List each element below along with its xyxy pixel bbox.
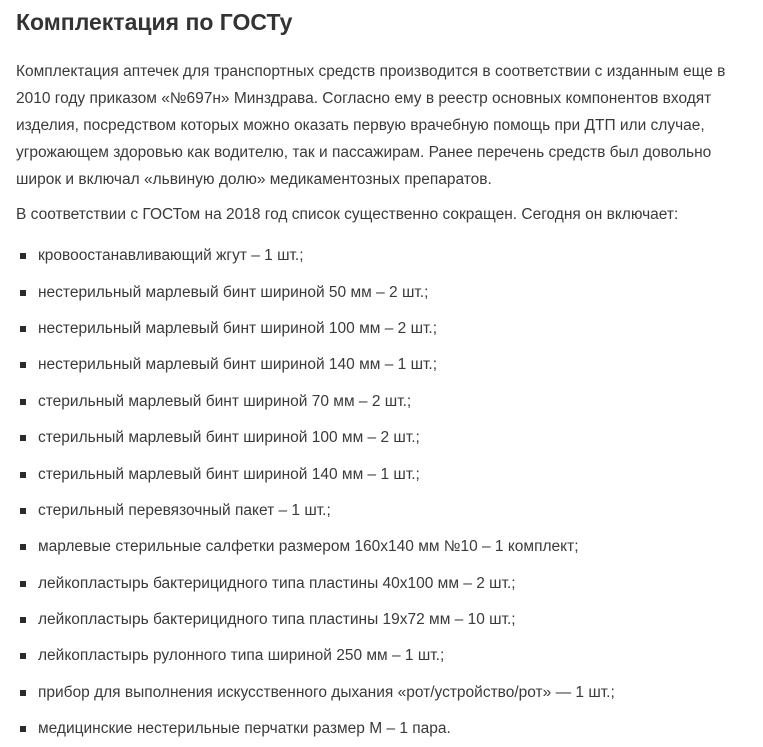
- list-item-text: лейкопластырь бактерицидного типа пластины 40х100 мм – 2 шт.;: [38, 574, 516, 592]
- list-item-text: лейкопластырь рулонного типа шириной 250 мм – 1 шт.;: [38, 647, 445, 665]
- square-bullet-icon: [20, 472, 26, 478]
- square-bullet-icon: [20, 290, 26, 296]
- list-item: [16, 238, 747, 274]
- list-item-text: лейкопластырь бактерицидного типа пластины 19х72 мм – 10 шт.;: [38, 611, 516, 629]
- square-bullet-icon: [20, 617, 26, 623]
- list-item-text: стерильный марлевый бинт шириной 70 мм – 2 шт.;: [38, 392, 412, 410]
- list-item: [16, 711, 747, 747]
- list-item-text: нестерильный марлевый бинт шириной 100 мм – 2 шт.;: [38, 319, 437, 337]
- list-item-text: марлевые стерильные салфетки размером 160х140 мм №10 – 1 комплект;: [38, 538, 579, 556]
- list-item: [16, 274, 747, 310]
- list-item: [16, 638, 747, 674]
- list-item: [16, 493, 747, 529]
- list-item-text: стерильный марлевый бинт шириной 100 мм – 2 шт.;: [38, 429, 420, 447]
- square-bullet-icon: [20, 508, 26, 514]
- square-bullet-icon: [20, 362, 26, 368]
- list-item: [16, 347, 747, 383]
- section-heading: Комплектация по ГОСТу: [16, 9, 293, 35]
- kit-items-list: [16, 238, 747, 747]
- list-item-text: нестерильный марлевый бинт шириной 50 мм – 2 шт.;: [38, 283, 429, 301]
- square-bullet-icon: [20, 726, 26, 732]
- list-item: [16, 675, 747, 711]
- intro-paragraph: Комплектация аптечек для транспортных средств производится в соответствии с изданным еще в 2010 году приказом «№697н» Минздрава. Согласно ему в реестр основных компонентов входят изделия, посредством которых можно оказать первую врачебную помощь при ДТП или случае, угрожающем здоровью как водителю, так и пассажирам. Ранее перечень средств был довольно широк и включал «львиную долю» медикаментозных препаратов.: [16, 63, 726, 188]
- list-item: [16, 529, 747, 565]
- square-bullet-icon: [20, 581, 26, 587]
- square-bullet-icon: [20, 435, 26, 441]
- list-item: [16, 384, 747, 420]
- square-bullet-icon: [20, 253, 26, 259]
- list-lead-paragraph: В соответствии с ГОСТом на 2018 год список существенно сокращен. Сегодня он включает:: [16, 206, 679, 223]
- list-item-text: кровоостанавливающий жгут – 1 шт.;: [38, 247, 304, 265]
- list-item: [16, 311, 747, 347]
- list-item: [16, 602, 747, 638]
- square-bullet-icon: [20, 544, 26, 550]
- list-item-text: стерильный перевязочный пакет – 1 шт.;: [38, 501, 331, 519]
- square-bullet-icon: [20, 653, 26, 659]
- list-item-text: медицинские нестерильные перчатки размер М – 1 пара.: [38, 720, 451, 738]
- list-item: [16, 456, 747, 492]
- list-item-text: нестерильный марлевый бинт шириной 140 мм – 1 шт.;: [38, 356, 437, 374]
- square-bullet-icon: [20, 326, 26, 332]
- list-item: [16, 566, 747, 602]
- square-bullet-icon: [20, 690, 26, 696]
- list-item: [16, 420, 747, 456]
- list-item-text: прибор для выполнения искусственного дыхания «рот/устройство/рот» — 1 шт.;: [38, 683, 615, 701]
- list-item-text: стерильный марлевый бинт шириной 140 мм – 1 шт.;: [38, 465, 420, 483]
- square-bullet-icon: [20, 399, 26, 405]
